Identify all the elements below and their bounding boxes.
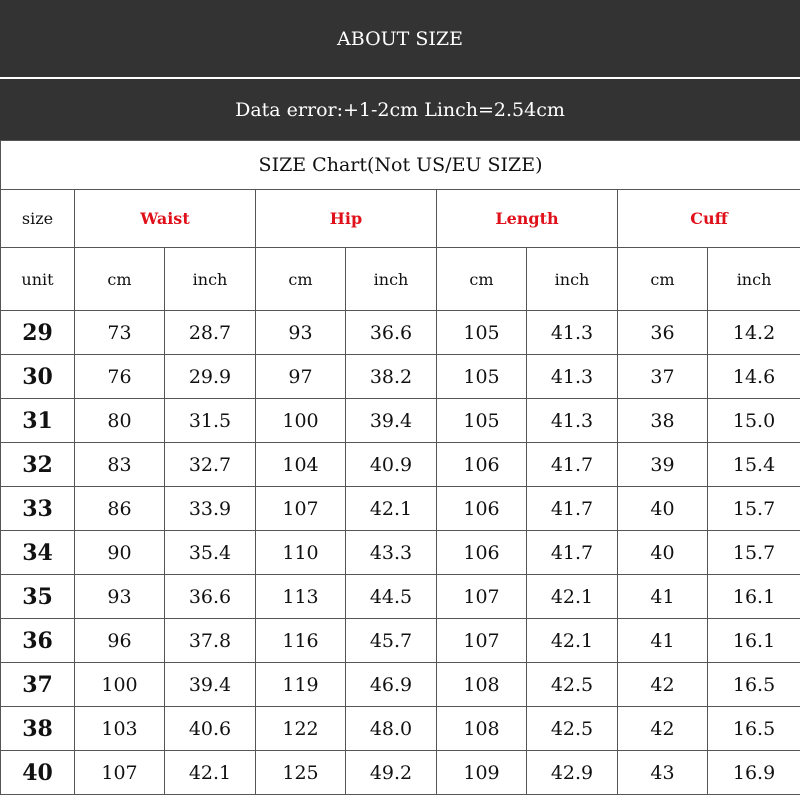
size-cell: 29 — [1, 311, 75, 355]
waist-header: Waist — [75, 190, 256, 248]
measurement-cell: 41 — [618, 619, 708, 663]
chart-title: SIZE Chart(Not US/EU SIZE) — [1, 141, 800, 190]
unit-cell: cm — [75, 248, 165, 311]
unit-cell: cm — [256, 248, 346, 311]
size-cell: 40 — [1, 751, 75, 795]
data-error-note: Data error:+1-2cm Linch=2.54cm — [235, 98, 565, 121]
size-header: size — [1, 190, 75, 248]
measurement-cell: 48.0 — [346, 707, 437, 751]
measurement-cell: 105 — [437, 311, 527, 355]
measurement-cell: 105 — [437, 355, 527, 399]
table-row — [1, 575, 800, 619]
chart-title-row — [1, 141, 800, 190]
table-row — [1, 531, 800, 575]
unit-cell: inch — [346, 248, 437, 311]
measurement-cell: 108 — [437, 707, 527, 751]
table-row — [1, 487, 800, 531]
size-cell: 35 — [1, 575, 75, 619]
about-size-banner — [0, 0, 800, 79]
size-cell: 38 — [1, 707, 75, 751]
size-cell: 37 — [1, 663, 75, 707]
measurement-cell: 28.7 — [165, 311, 256, 355]
measurement-cell: 73 — [75, 311, 165, 355]
measurement-cell: 90 — [75, 531, 165, 575]
measurement-cell: 42.1 — [527, 619, 618, 663]
measurement-cell: 100 — [256, 399, 346, 443]
measurement-cell: 42.1 — [527, 575, 618, 619]
measurement-cell: 42.9 — [527, 751, 618, 795]
page-title: ABOUT SIZE — [337, 27, 463, 50]
measurement-cell: 108 — [437, 663, 527, 707]
cuff-header: Cuff — [618, 190, 800, 248]
measurement-cell: 31.5 — [165, 399, 256, 443]
measurement-cell: 41 — [618, 575, 708, 619]
measurement-cell: 33.9 — [165, 487, 256, 531]
measurement-cell: 106 — [437, 531, 527, 575]
measurement-cell: 107 — [437, 575, 527, 619]
measurement-cell: 39.4 — [165, 663, 256, 707]
measurement-cell: 45.7 — [346, 619, 437, 663]
table-row — [1, 619, 800, 663]
size-cell: 33 — [1, 487, 75, 531]
measurement-cell: 37 — [618, 355, 708, 399]
size-chart-table — [0, 140, 800, 795]
measurement-cell: 41.3 — [527, 311, 618, 355]
measurement-cell: 93 — [256, 311, 346, 355]
table-row — [1, 707, 800, 751]
measurement-cell: 46.9 — [346, 663, 437, 707]
measurement-cell: 43.3 — [346, 531, 437, 575]
unit-cell: inch — [708, 248, 800, 311]
measurement-cell: 105 — [437, 399, 527, 443]
hip-header: Hip — [256, 190, 437, 248]
measurement-cell: 16.9 — [708, 751, 800, 795]
measurement-cell: 41.7 — [527, 531, 618, 575]
data-error-banner — [0, 79, 800, 140]
measurement-cell: 107 — [437, 619, 527, 663]
measurement-cell: 16.5 — [708, 663, 800, 707]
measurement-cell: 16.5 — [708, 707, 800, 751]
measurement-cell: 83 — [75, 443, 165, 487]
measurement-cell: 86 — [75, 487, 165, 531]
measurement-cell: 15.7 — [708, 531, 800, 575]
measurement-cell: 41.3 — [527, 399, 618, 443]
unit-header-row — [1, 248, 800, 311]
measurement-cell: 76 — [75, 355, 165, 399]
measurement-cell: 41.3 — [527, 355, 618, 399]
measurement-cell: 44.5 — [346, 575, 437, 619]
unit-cell: inch — [165, 248, 256, 311]
measurement-cell: 38 — [618, 399, 708, 443]
measurement-cell: 42 — [618, 707, 708, 751]
table-row — [1, 355, 800, 399]
unit-header: unit — [1, 248, 75, 311]
measurement-cell: 35.4 — [165, 531, 256, 575]
measurement-cell: 42.5 — [527, 707, 618, 751]
measurement-cell: 109 — [437, 751, 527, 795]
measurement-cell: 122 — [256, 707, 346, 751]
size-cell: 32 — [1, 443, 75, 487]
measurement-cell: 42 — [618, 663, 708, 707]
measurement-cell: 100 — [75, 663, 165, 707]
measurement-cell: 42.5 — [527, 663, 618, 707]
measurement-cell: 107 — [256, 487, 346, 531]
measurement-cell: 36.6 — [346, 311, 437, 355]
measurement-cell: 36.6 — [165, 575, 256, 619]
measurement-cell: 106 — [437, 443, 527, 487]
measurement-cell: 32.7 — [165, 443, 256, 487]
measurement-cell: 119 — [256, 663, 346, 707]
size-cell: 34 — [1, 531, 75, 575]
table-row — [1, 663, 800, 707]
measurement-cell: 103 — [75, 707, 165, 751]
measurement-cell: 36 — [618, 311, 708, 355]
measurement-cell: 96 — [75, 619, 165, 663]
measurement-cell: 110 — [256, 531, 346, 575]
measurement-cell: 40 — [618, 487, 708, 531]
unit-cell: inch — [527, 248, 618, 311]
measurement-cell: 14.2 — [708, 311, 800, 355]
measurement-cell: 107 — [75, 751, 165, 795]
measurement-cell: 106 — [437, 487, 527, 531]
measurement-cell: 15.0 — [708, 399, 800, 443]
size-cell: 36 — [1, 619, 75, 663]
measurement-cell: 43 — [618, 751, 708, 795]
size-cell: 30 — [1, 355, 75, 399]
table-row — [1, 443, 800, 487]
measurement-cell: 15.4 — [708, 443, 800, 487]
unit-cell: cm — [437, 248, 527, 311]
measurement-cell: 39 — [618, 443, 708, 487]
measurement-cell: 38.2 — [346, 355, 437, 399]
measurement-cell: 104 — [256, 443, 346, 487]
measurement-cell: 40.6 — [165, 707, 256, 751]
measurement-cell: 39.4 — [346, 399, 437, 443]
measurement-cell: 49.2 — [346, 751, 437, 795]
measurement-cell: 14.6 — [708, 355, 800, 399]
measurement-cell: 15.7 — [708, 487, 800, 531]
measurement-header-row — [1, 190, 800, 248]
measurement-cell: 80 — [75, 399, 165, 443]
size-cell: 31 — [1, 399, 75, 443]
measurement-cell: 93 — [75, 575, 165, 619]
measurement-cell: 40.9 — [346, 443, 437, 487]
measurement-cell: 37.8 — [165, 619, 256, 663]
measurement-cell: 97 — [256, 355, 346, 399]
length-header: Length — [437, 190, 618, 248]
measurement-cell: 42.1 — [346, 487, 437, 531]
measurement-cell: 41.7 — [527, 487, 618, 531]
table-row — [1, 399, 800, 443]
measurement-cell: 116 — [256, 619, 346, 663]
measurement-cell: 113 — [256, 575, 346, 619]
measurement-cell: 16.1 — [708, 575, 800, 619]
measurement-cell: 29.9 — [165, 355, 256, 399]
measurement-cell: 40 — [618, 531, 708, 575]
measurement-cell: 41.7 — [527, 443, 618, 487]
measurement-cell: 125 — [256, 751, 346, 795]
table-row — [1, 751, 800, 795]
measurement-cell: 42.1 — [165, 751, 256, 795]
unit-cell: cm — [618, 248, 708, 311]
measurement-cell: 16.1 — [708, 619, 800, 663]
table-row — [1, 311, 800, 355]
